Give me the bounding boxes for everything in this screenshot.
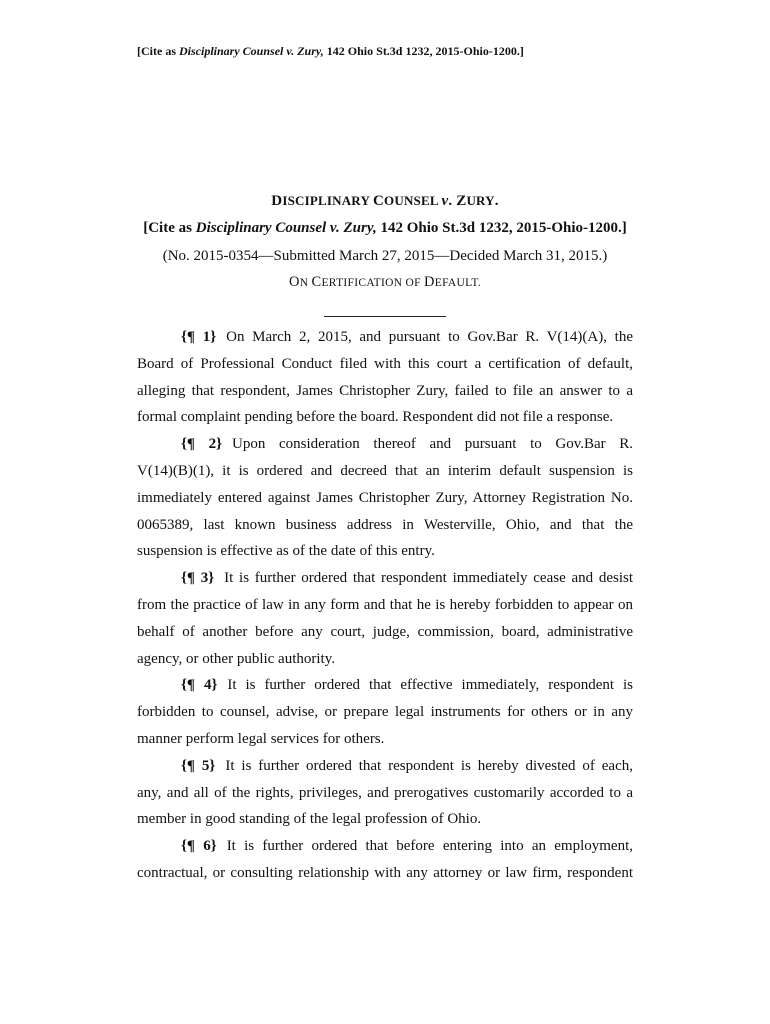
line-text: agency, or other public authority. xyxy=(137,650,335,667)
case-citation: [Cite as Disciplinary Counsel v. Zury, 142 Ohio St.3d 1232, 2015-Ohio-1200.] xyxy=(143,220,627,236)
line-text: On March 2, 2015, and pursuant to Gov.Bar R. V(14)(A), the xyxy=(226,329,634,345)
case-title: DISCIPLINARY COUNSEL v. ZURY. xyxy=(271,193,499,209)
text-line xyxy=(137,780,633,807)
separator-rule xyxy=(324,316,446,317)
line-text: member in good standing of the legal profession of Ohio. xyxy=(137,811,482,828)
line-text: suspension is effective as of the date of this entry. xyxy=(137,543,435,560)
text-line xyxy=(137,806,633,833)
text-line xyxy=(137,512,633,539)
line-text: immediately entered against James Christopher Zury, Attorney Registration No. xyxy=(137,489,633,506)
paragraph xyxy=(137,753,633,833)
paragraph-number: {¶ 5} xyxy=(181,757,216,774)
text-line xyxy=(137,646,633,673)
text-line xyxy=(137,699,633,726)
paragraph-number: {¶ 3} xyxy=(181,570,215,587)
text-line xyxy=(137,324,633,351)
paragraph xyxy=(137,431,633,565)
text-line xyxy=(137,378,633,405)
text-line xyxy=(137,485,633,512)
running-head-citation: [Cite as Disciplinary Counsel v. Zury, 142 Ohio St.3d 1232, 2015-Ohio-1200.] xyxy=(137,44,524,58)
certification-heading: ON CERTIFICATION OF DEFAULT. xyxy=(288,274,482,290)
paragraph xyxy=(137,833,633,887)
paragraph xyxy=(137,565,633,672)
text-line xyxy=(137,538,633,565)
text-line xyxy=(137,404,633,431)
line-text: V(14)(B)(1), it is ordered and decreed that an interim default suspension is xyxy=(137,462,633,479)
line-text: any, and all of the rights, privileges, and prerogatives customarily accorded to a xyxy=(137,784,633,801)
line-text: 0065389, last known business address in Westerville, Ohio, and that the xyxy=(137,516,633,533)
line-text: forbidden to counsel, advise, or prepare legal instruments for others or in any xyxy=(137,704,633,721)
line-text: from the practice of law in any form and that he is hereby forbidden to appear on xyxy=(137,596,633,613)
opinion-body xyxy=(137,324,633,887)
line-text: Upon consideration thereof and pursuant to Gov.Bar R. xyxy=(232,436,633,453)
text-line xyxy=(137,672,633,699)
text-line xyxy=(137,860,633,887)
text-line xyxy=(137,565,633,592)
paragraph-number: {¶ 4} xyxy=(181,677,218,694)
paragraph-number: {¶ 6} xyxy=(181,838,217,855)
line-text: Board of Professional Conduct filed with this court a certification of default, xyxy=(137,355,633,372)
text-line xyxy=(137,458,633,485)
line-text: manner perform legal services for others. xyxy=(137,730,385,747)
text-line xyxy=(137,619,633,646)
line-text: It is further ordered that effective immediately, respondent is xyxy=(227,677,633,694)
text-line xyxy=(137,833,633,860)
paragraph-number: {¶ 1} xyxy=(181,329,217,345)
text-line xyxy=(137,431,633,458)
text-line xyxy=(137,592,633,619)
paragraph xyxy=(137,672,633,752)
line-text: It is further ordered that respondent immediately cease and desist xyxy=(224,570,634,587)
line-text: It is further ordered that respondent is hereby divested of each, xyxy=(225,757,633,774)
line-text: formal complaint pending before the board. Respondent did not file a response. xyxy=(137,409,614,426)
paragraph-number: {¶ 2} xyxy=(181,436,223,453)
docket-line: (No. 2015-0354—Submitted March 27, 2015—Decided March 31, 2015.) xyxy=(162,248,608,264)
text-line xyxy=(137,726,633,753)
text-line xyxy=(137,753,633,780)
paragraph xyxy=(137,324,633,431)
line-text: It is further ordered that before entering into an employment, xyxy=(226,838,633,855)
line-text: contractual, or consulting relationship with any attorney or law firm, respondent xyxy=(137,864,633,881)
line-text: behalf of another before any court, judge, commission, board, administrative xyxy=(137,623,633,640)
text-line xyxy=(137,351,633,378)
line-text: alleging that respondent, James Christopher Zury, failed to file an answer to a xyxy=(137,382,633,399)
